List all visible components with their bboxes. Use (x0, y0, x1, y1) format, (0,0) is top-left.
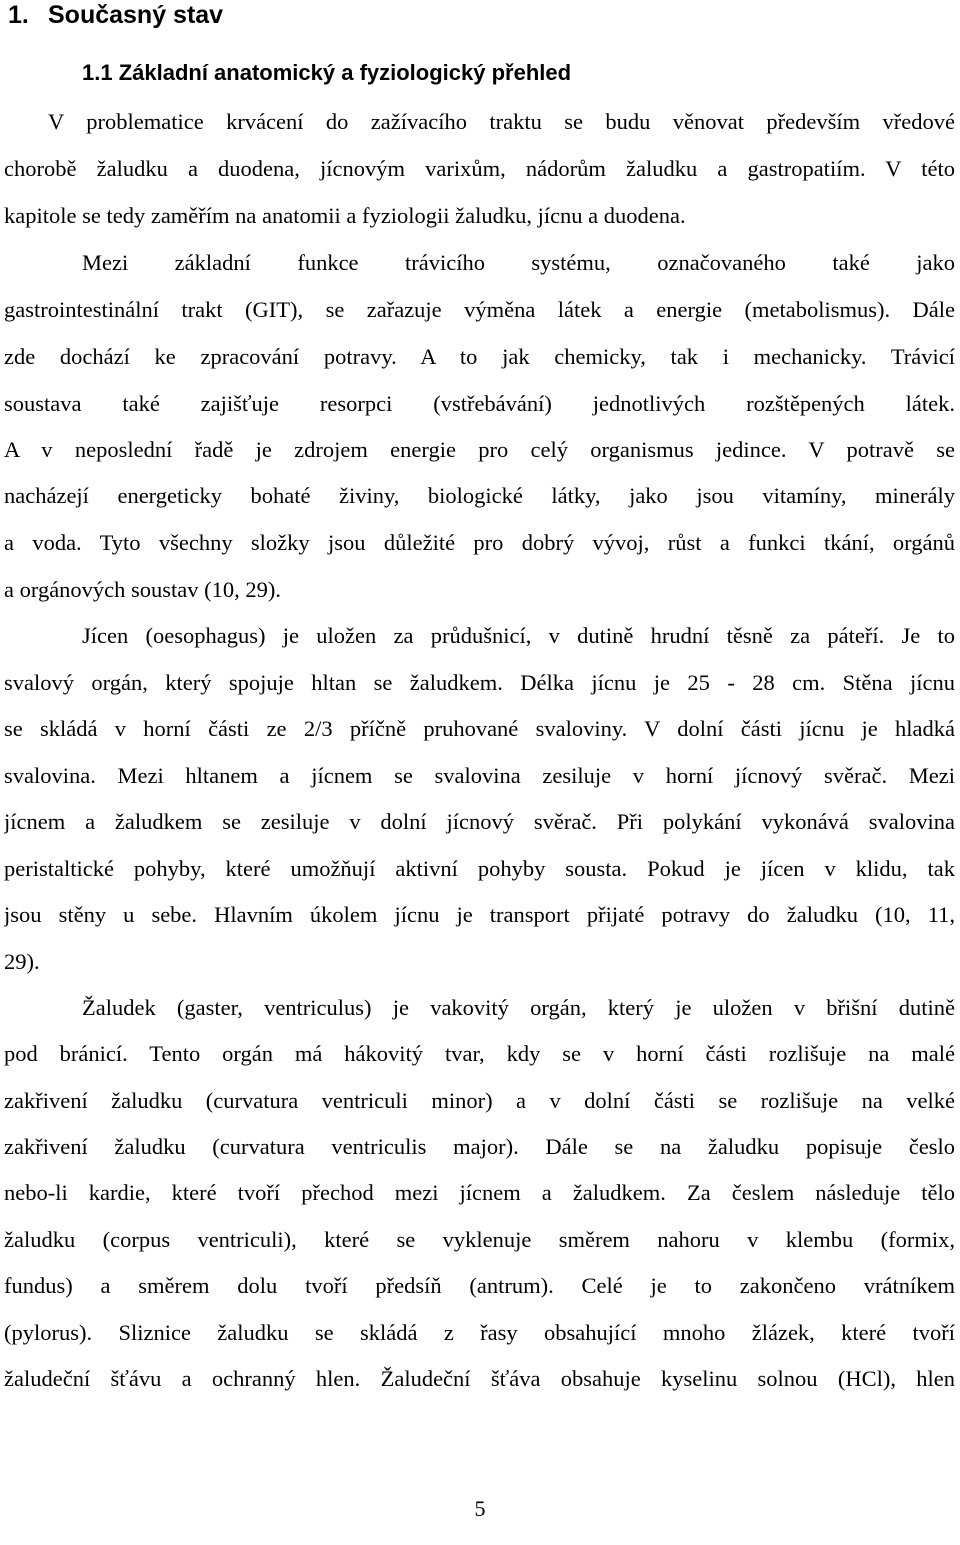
text-line: svalovina. Mezi hltanem a jícnem se svalovina zesiluje v horní jícnový svěrač. Mezi (4, 763, 955, 788)
text-line: a orgánových soustav (10, 29). (4, 577, 282, 602)
chapter-heading (8, 0, 223, 30)
text-line: A v neposlední řadě je zdrojem energie pro celý organismus jedince. V potravě se (4, 437, 955, 462)
text-line: nebo-li kardie, které tvoří přechod mezi jícnem a žaludkem. Za česlem následuje tělo (4, 1180, 955, 1205)
text-line: soustava také zajišťuje resorpci (vstřebávání) jednotlivých rozštěpených látek. (4, 391, 955, 416)
text-line: žaludku (corpus ventriculi), které se vyklenuje směrem nahoru v klembu (formix, (4, 1227, 955, 1252)
text-line: kapitole se tedy zaměřím na anatomii a fyziologii žaludku, jícnu a duodena. (4, 203, 686, 228)
text-line: (pylorus). Sliznice žaludku se skládá z řasy obsahující mnoho žlázek, které tvoří (4, 1320, 955, 1345)
text-line: chorobě žaludku a duodena, jícnovým varixům, nádorům žaludku a gastropatiím. V této (4, 156, 955, 181)
text-line: svalový orgán, který spojuje hltan se žaludkem. Délka jícnu je 25 - 28 cm. Stěna jícnu (4, 670, 955, 695)
chapter-number: 1. (8, 1, 29, 29)
text-line: gastrointestinální trakt (GIT), se zařazuje výměna látek a energie (metabolismus). Dále (4, 297, 955, 322)
text-line: Žaludek (gaster, ventriculus) je vakovitý orgán, který je uložen v břišní dutině (82, 995, 955, 1020)
text-line: zakřivení žaludku (curvatura ventriculi minor) a v dolní části se rozlišuje na velké (4, 1088, 955, 1113)
text-line: žaludeční šťávu a ochranný hlen. Žaludeční šťáva obsahuje kyselinu solnou (HCl), hlen (4, 1366, 955, 1391)
text-line: V problematice krvácení do zažívacího traktu se budu věnovat především vředové (48, 109, 955, 134)
text-line: zakřivení žaludku (curvatura ventriculis major). Dále se na žaludku popisuje česlo (4, 1134, 955, 1159)
page-number: 5 (474, 1496, 486, 1521)
text-line: jícnem a žaludkem se zesiluje v dolní jícnový svěrač. Při polykání vykonává svalovina (4, 809, 955, 834)
text-line: a voda. Tyto všechny složky jsou důležité pro dobrý vývoj, růst a funkci tkání, orgánů (4, 530, 955, 555)
chapter-title: Současný stav (48, 1, 224, 29)
text-line: Mezi základní funkce trávicího systému, označovaného také jako (82, 250, 955, 275)
text-line: fundus) a směrem dolu tvoří předsíň (antrum). Celé je to zakončeno vrátníkem (4, 1273, 955, 1298)
text-line: zde dochází ke zpracování potravy. A to jak chemicky, tak i mechanicky. Trávicí (4, 344, 955, 369)
text-line: nacházejí energeticky bohaté živiny, biologické látky, jako jsou vitamíny, minerály (4, 483, 955, 508)
section-heading: 1.1 Základní anatomický a fyziologický přehled (82, 60, 572, 85)
text-line: pod bránicí. Tento orgán má hákovitý tvar, kdy se v horní části rozlišuje na malé (4, 1041, 955, 1066)
text-line: jsou stěny u sebe. Hlavním úkolem jícnu je transport přijaté potravy do žaludku (10, 11, (4, 902, 955, 927)
text-line: se skládá v horní části ze 2/3 příčně pruhované svaloviny. V dolní části jícnu je hladká (4, 716, 955, 741)
text-line: Jícen (oesophagus) je uložen za průdušnicí, v dutině hrudní těsně za páteří. Je to (82, 623, 955, 648)
text-line: peristaltické pohyby, které umožňují aktivní pohyby sousta. Pokud je jícen v klidu, tak (4, 856, 955, 881)
text-line: 29). (4, 949, 40, 974)
